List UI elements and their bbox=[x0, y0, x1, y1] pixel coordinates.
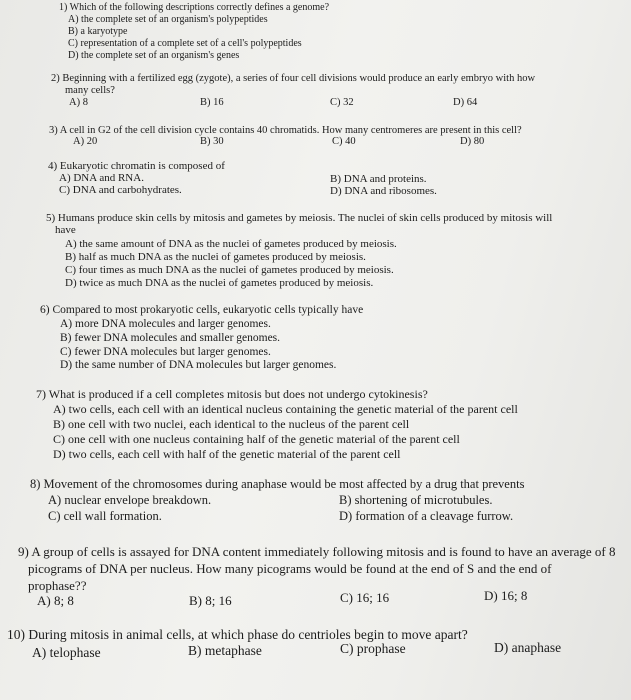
question-1-option-a: A) the complete set of an organism's polypeptides bbox=[68, 14, 268, 25]
question-6-option-d: D) the same number of DNA molecules but larger genomes. bbox=[60, 359, 337, 371]
question-7-stem: 7) What is produced if a cell completes mitosis but does not undergo cytokinesis? bbox=[36, 387, 428, 401]
question-5-option-d: D) twice as much DNA as the nuclei of gametes produced by meiosis. bbox=[65, 277, 374, 289]
question-5-stem: 5) Humans produce skin cells by mitosis and gametes by meiosis. The nuclei of skin cells produced by mitosis will bbox=[46, 212, 553, 224]
question-4-option-b: B) DNA and proteins. bbox=[330, 173, 427, 185]
question-10-stem: 10) During mitosis in animal cells, at which phase do centrioles begin to move apart? bbox=[7, 627, 468, 642]
question-6-option-a: A) more DNA molecules and larger genomes. bbox=[60, 318, 271, 330]
question-9-option-c: C) 16; 16 bbox=[340, 590, 390, 605]
question-7-option-b: B) one cell with two nuclei, each identical to the nucleus of the parent cell bbox=[53, 417, 410, 431]
question-10-option-d: D) anaphase bbox=[494, 640, 562, 655]
question-3-option-a: A) 20 bbox=[73, 136, 98, 147]
question-1-option-d: D) the complete set of an organism's genes bbox=[68, 50, 240, 61]
question-4-option-a: A) DNA and RNA. bbox=[59, 172, 144, 184]
question-2-option-b: B) 16 bbox=[200, 97, 224, 108]
question-8-option-d: D) formation of a cleavage furrow. bbox=[339, 509, 514, 523]
question-9-option-b: B) 8; 16 bbox=[189, 593, 232, 608]
question-3-option-c: C) 40 bbox=[332, 136, 356, 147]
question-4-option-d: D) DNA and ribosomes. bbox=[330, 185, 437, 197]
question-4-option-c: C) DNA and carbohydrates. bbox=[59, 184, 182, 196]
question-9-option-d: D) 16; 8 bbox=[484, 588, 528, 603]
question-6-stem: 6) Compared to most prokaryotic cells, eukaryotic cells typically have bbox=[40, 304, 364, 316]
question-9-stem: 9) A group of cells is assayed for DNA content immediately following mitosis and is found to have an average of 8 bbox=[18, 544, 616, 559]
question-7-option-c: C) one cell with one nucleus containing half of the genetic material of the parent cell bbox=[53, 432, 460, 446]
question-8-stem: 8) Movement of the chromosomes during anaphase would be most affected by a drug that prevents bbox=[30, 477, 525, 491]
question-5-stem-continued: have bbox=[55, 224, 76, 236]
question-3-stem: 3) A cell in G2 of the cell division cycle contains 40 chromatids. How many centromeres are present in this cell? bbox=[49, 125, 522, 136]
question-10-option-b: B) metaphase bbox=[188, 643, 262, 658]
question-4-stem: 4) Eukaryotic chromatin is composed of bbox=[48, 160, 225, 172]
question-2-option-a: A) 8 bbox=[69, 97, 88, 108]
question-5-option-a: A) the same amount of DNA as the nuclei of gametes produced by meiosis. bbox=[65, 238, 397, 250]
question-2-option-c: C) 32 bbox=[330, 97, 354, 108]
question-8-option-c: C) cell wall formation. bbox=[48, 509, 162, 523]
question-2-stem-continued: many cells? bbox=[65, 85, 115, 96]
question-9-stem-continued: picograms of DNA per nucleus. How many picograms would be found at the end of S and the end of bbox=[28, 561, 552, 576]
question-10-option-a: A) telophase bbox=[32, 645, 101, 660]
question-7-option-d: D) two cells, each cell with half of the genetic material of the parent cell bbox=[53, 447, 401, 461]
question-6-option-c: C) fewer DNA molecules but larger genomes. bbox=[60, 346, 271, 358]
question-2-stem: 2) Beginning with a fertilized egg (zygote), a series of four cell divisions would produce an early embryo with how bbox=[51, 73, 536, 84]
question-2-option-d: D) 64 bbox=[453, 97, 478, 108]
question-8-option-a: A) nuclear envelope breakdown. bbox=[48, 493, 212, 507]
question-9-option-a: A) 8; 8 bbox=[37, 593, 74, 608]
question-6-option-b: B) fewer DNA molecules and smaller genomes. bbox=[60, 332, 281, 344]
question-3-option-b: B) 30 bbox=[200, 136, 224, 147]
question-10-option-c: C) prophase bbox=[340, 641, 406, 656]
question-9-stem-continued-2: prophase?? bbox=[28, 578, 87, 593]
question-1-option-c: C) representation of a complete set of a cell's polypeptides bbox=[68, 38, 302, 49]
question-5-option-b: B) half as much DNA as the nuclei of gametes produced by meiosis. bbox=[65, 251, 366, 263]
question-7-option-a: A) two cells, each cell with an identical nucleus containing the genetic material of the parent cell bbox=[53, 402, 518, 416]
question-1-stem: 1) Which of the following descriptions correctly defines a genome? bbox=[59, 2, 330, 13]
question-1-option-b: B) a karyotype bbox=[68, 26, 128, 37]
question-8-option-b: B) shortening of microtubules. bbox=[339, 493, 493, 507]
question-5-option-c: C) four times as much DNA as the nuclei of gametes produced by meiosis. bbox=[65, 264, 394, 276]
question-3-option-d: D) 80 bbox=[460, 136, 485, 147]
